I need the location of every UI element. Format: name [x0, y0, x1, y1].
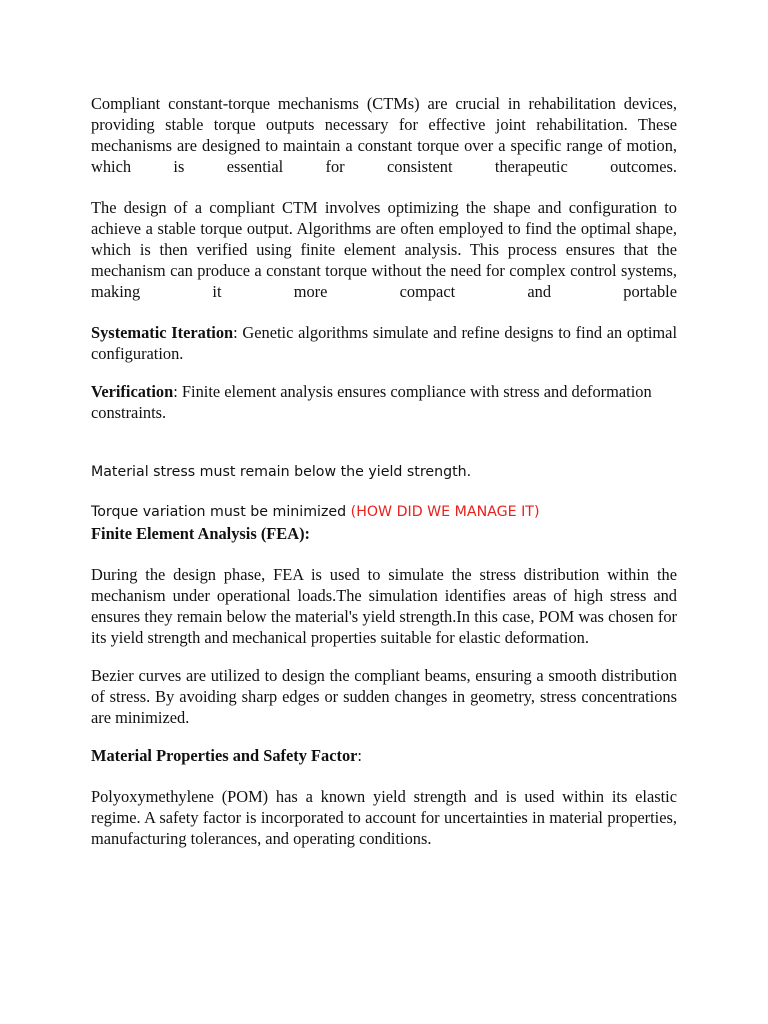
heading-fea: Finite Element Analysis (FEA): [91, 524, 310, 543]
paragraph-pom: Polyoxymethylene (POM) has a known yield strength and is used within its elastic regime. A safety factor is incorporated to account for uncertainties in material properties, manufacturing tolerances, and operating conditions. [91, 787, 677, 848]
line-torque-variation [91, 502, 677, 523]
note-how-did-we-manage: (HOW DID WE MANAGE IT) [350, 504, 540, 520]
heading-material-properties [91, 745, 677, 766]
paragraph-bezier: Bezier curves are utilized to design the compliant beams, ensuring a smooth distribution of stress. By avoiding sharp edges or sudden changes in geometry, stress concentrations are minimized. [91, 666, 677, 727]
paragraph-systematic-iteration [91, 322, 677, 364]
paragraph-fea: During the design phase, FEA is used to simulate the stress distribution within the mechanism under operational loads.The simulation identifies areas of high stress and ensures they remain below the material's yield strength.In this case, POM was chosen for its yield strength and mechanical properties suitable for elastic deformation. [91, 565, 677, 647]
text-torque-variation: Torque variation must be minimized [91, 504, 351, 520]
label-systematic-iteration: Systematic Iteration [91, 323, 234, 342]
label-verification: Verification [91, 382, 174, 401]
paragraph-ctm-intro: Compliant constant-torque mechanisms (CTMs) are crucial in rehabilitation devices, providing stable torque outputs necessary for effective joint rehabilitation. These mechanisms are designed to maintain a constant torque over a specific range of motion, which is essential for consistent therapeutic outcomes. [91, 94, 677, 176]
paragraph-verification [91, 381, 677, 423]
heading-material-properties-colon: : [357, 746, 362, 765]
text-verification: : Finite element analysis ensures compliance with stress and deformation constraints. [91, 382, 652, 422]
text-systematic-iteration: : Genetic algorithms simulate and refine designs to find an optimal configuration. [91, 323, 678, 363]
document-page [91, 93, 677, 849]
line-material-stress: Material stress must remain below the yield strength. [91, 464, 472, 480]
paragraph-ctm-design: The design of a compliant CTM involves optimizing the shape and configuration to achieve a stable torque output. Algorithms are often employed to find the optimal shape, which is then verified using finite element analysis. This process ensures that the mechanism can produce a constant torque without the need for complex control systems, making it more compact and portable [91, 198, 677, 301]
heading-material-properties-text: Material Properties and Safety Factor [91, 746, 358, 765]
